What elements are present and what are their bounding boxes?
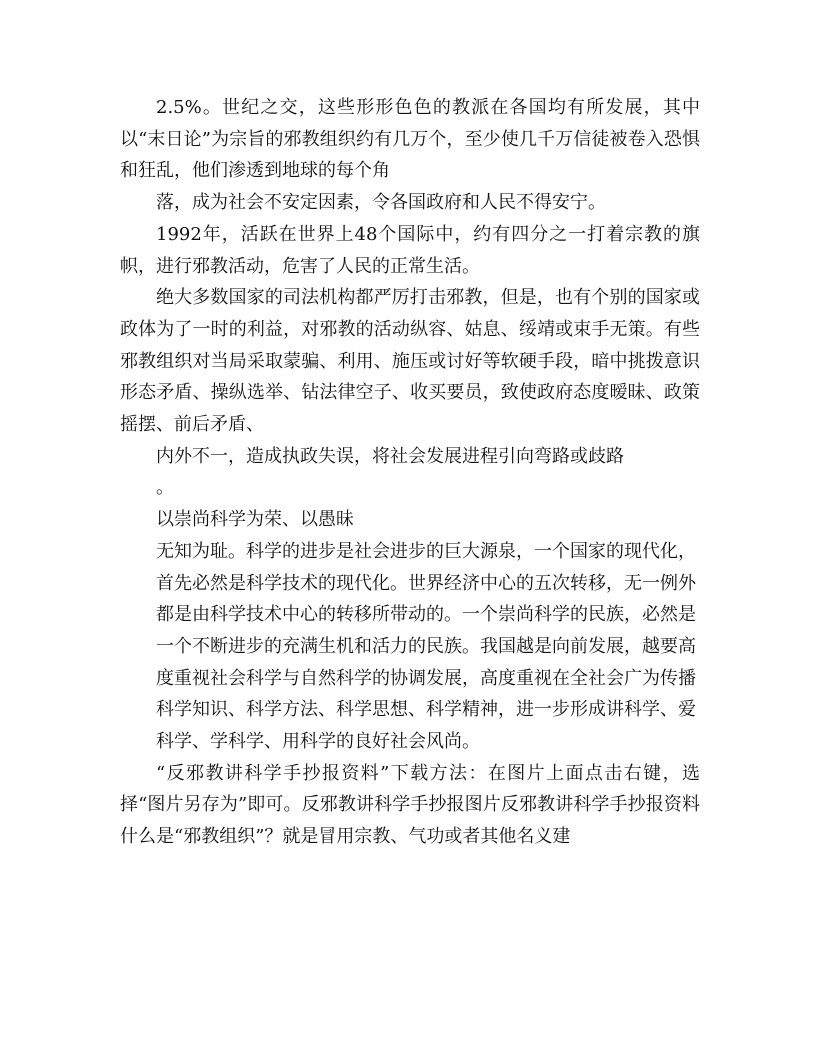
paragraph-social-instability: 落，成为社会不安定因素，令各国政府和人民不得安宁。	[156, 192, 606, 214]
paragraph-governance-errors: 内外不一，造成执政失误，将社会发展进程引向弯路或歧路	[156, 445, 624, 467]
paragraph-1992-statistics: 1992年，活跃在世界上48个国际中，约有四分之一打着宗教的旗帜，进行邪教活动，危害了人民的正常生活。	[120, 223, 700, 277]
paragraph-period: 。	[156, 477, 174, 499]
paragraph-download-instructions: “反邪教讲科学手抄报资料”下载方法：在图片上面点击右键，选择“图片另存为”即可。反邪教讲科学手抄报图片反邪教讲科学手抄报资料 什么是“邪教组织”？就是冒用宗教、气功或者其他名义建	[120, 762, 700, 848]
paragraph-honor-science: 以崇尚科学为荣、以愚昧	[156, 509, 354, 531]
paragraph-science-progress: 无知为耻。科学的进步是社会进步的巨大源泉，一个国家的现代化，首先必然是科学技术的现代化。世界经济中心的五次转移，无一例外都是由科学技术中心的转移所带动的。一个崇尚科学的民族，必然是一个不断进步的充满生机和活力的民族。我国越是向前发展，越要高度重视社会科学与自然科学的协调发展，高度重视在全社会广为传播科学知识、科学方法、科学思想、科学精神，进一步形成讲科学、爱科学、学科学、用科学的良好社会风尚。	[156, 540, 696, 753]
paragraph-judicial-crackdown: 绝大多数国家的司法机构都严厉打击邪教，但是，也有个别的国家或政体为了一时的利益，对邪教的活动纵容、姑息、绥靖或束手无策。有些邪教组织对当局采取蒙骗、利用、施压或讨好等软硬手段，暗中挑拨意识形态矛盾、操纵选举、钻法律空子、收买要员，致使政府态度暧昧、政策摇摆、前后矛盾、	[120, 287, 700, 436]
document-body	[120, 92, 700, 853]
paragraph-cult-spread: 2.5%。世纪之交，这些形形色色的教派在各国均有所发展，其中以“末日论”为宗旨的邪教组织约有几万个，至少使几千万信徒被卷入恐惧和狂乱，他们渗透到地球的每个角	[120, 97, 700, 182]
